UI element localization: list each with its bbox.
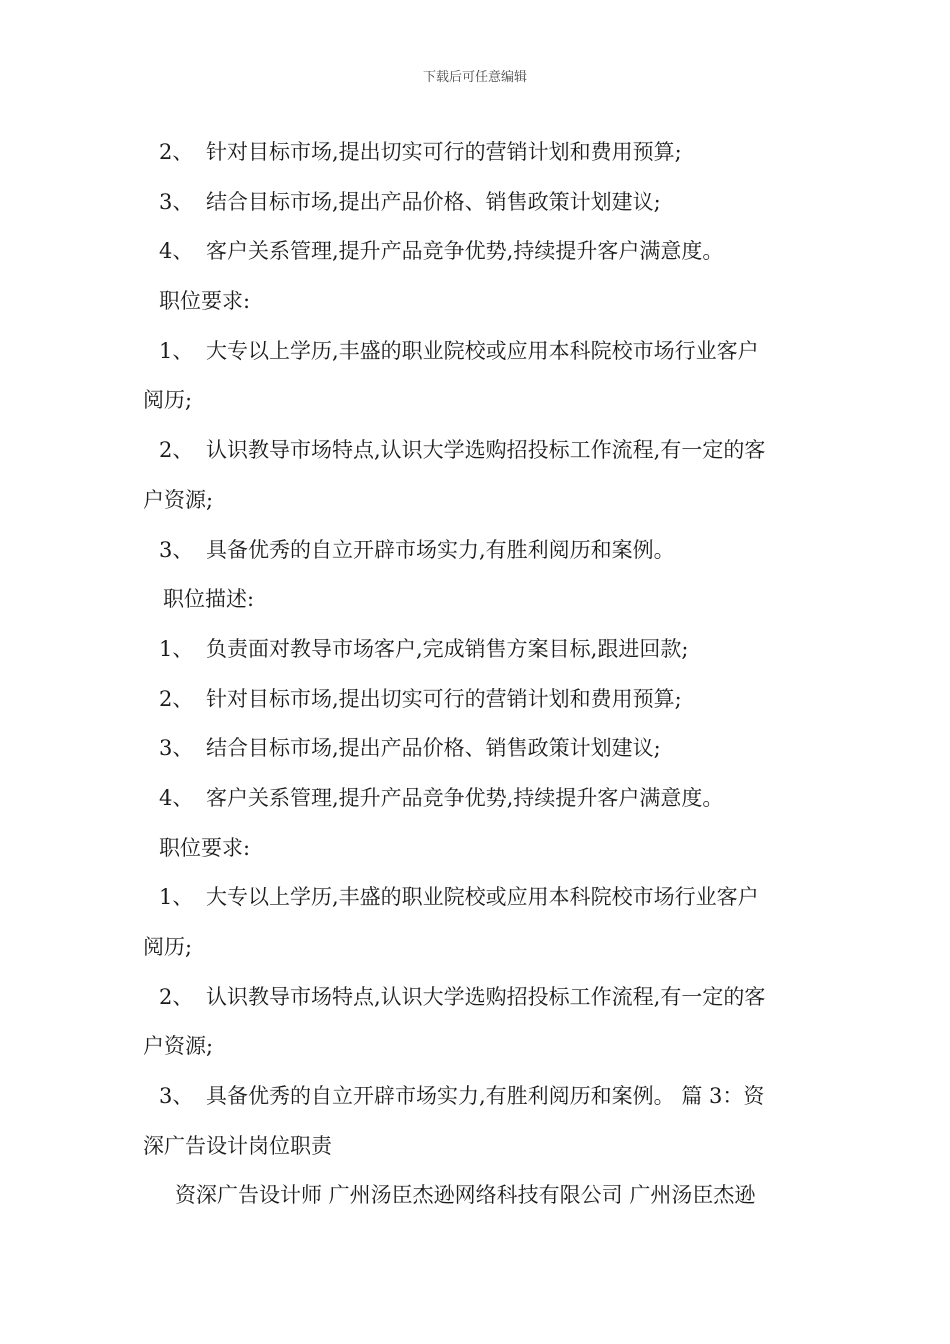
list-item-continuation: 阅历;: [143, 935, 193, 959]
list-number: 2、: [159, 686, 194, 711]
list-text: 大专以上学历,丰盛的职业院校或应用本科院校市场行业客户: [206, 885, 759, 910]
list-number: 3、: [159, 537, 194, 562]
list-text: 具备优秀的自立开辟市场实力,有胜利阅历和案例。 篇 3：资: [206, 1084, 765, 1109]
list-text: 客户关系管理,提升产品竞争优势,持续提升客户满意度。: [206, 785, 724, 810]
list-item: [143, 327, 813, 377]
list-item: [143, 526, 813, 576]
list-number: 1、: [159, 636, 194, 661]
list-number: 4、: [159, 239, 194, 264]
list-text: 负责面对教导市场客户,完成销售方案目标,跟进回款;: [206, 636, 689, 661]
list-item: [143, 227, 813, 277]
list-text: 具备优秀的自立开辟市场实力,有胜利阅历和案例。: [206, 537, 675, 562]
page-header: 下载后可任意编辑: [422, 70, 527, 85]
list-number: 1、: [159, 338, 194, 363]
list-item: [143, 426, 813, 476]
list-number: 2、: [159, 984, 194, 1009]
list-item: [143, 774, 813, 824]
list-item: [143, 675, 813, 725]
list-item: [143, 178, 813, 228]
list-item: [143, 128, 813, 178]
list-item-continuation: 阅历;: [143, 388, 193, 413]
list-text: 认识教导市场特点,认识大学选购招投标工作流程,有一定的客: [206, 438, 766, 463]
section-heading-requirements: 职位要求:: [159, 289, 251, 314]
list-text: 结合目标市场,提出产品价格、销售政策计划建议;: [206, 189, 661, 214]
list-item: [143, 973, 813, 1023]
list-item-continuation: 户资源;: [143, 487, 214, 512]
list-item-continuation: 户资源;: [143, 1034, 214, 1059]
section-heading-description: 职位描述:: [163, 587, 255, 612]
list-item: [143, 724, 813, 774]
list-item: [143, 873, 813, 923]
section-heading-requirements: 职位要求:: [159, 835, 251, 860]
list-number: 4、: [159, 785, 194, 810]
list-text: 结合目标市场,提出产品价格、销售政策计划建议;: [206, 736, 661, 761]
list-item: [143, 625, 813, 675]
list-text: 针对目标市场,提出切实可行的营销计划和费用预算;: [206, 686, 682, 711]
list-number: 3、: [159, 1084, 194, 1109]
list-number: 3、: [159, 736, 194, 761]
list-item: [143, 1072, 813, 1122]
paragraph-line: 资深广告设计师 广州汤臣杰逊网络科技有限公司 广州汤臣杰逊: [175, 1183, 756, 1208]
document-body: [143, 128, 813, 1221]
list-text: 客户关系管理,提升产品竞争优势,持续提升客户满意度。: [206, 239, 724, 264]
list-number: 3、: [159, 189, 194, 214]
list-number: 2、: [159, 438, 194, 463]
list-number: 1、: [159, 885, 194, 910]
list-text: 认识教导市场特点,认识大学选购招投标工作流程,有一定的客: [206, 984, 766, 1009]
list-text: 大专以上学历,丰盛的职业院校或应用本科院校市场行业客户: [206, 338, 759, 363]
list-number: 2、: [159, 140, 194, 164]
list-text: 针对目标市场,提出切实可行的营销计划和费用预算;: [206, 140, 682, 164]
section-title-continuation: 深广告设计岗位职责: [143, 1133, 332, 1158]
